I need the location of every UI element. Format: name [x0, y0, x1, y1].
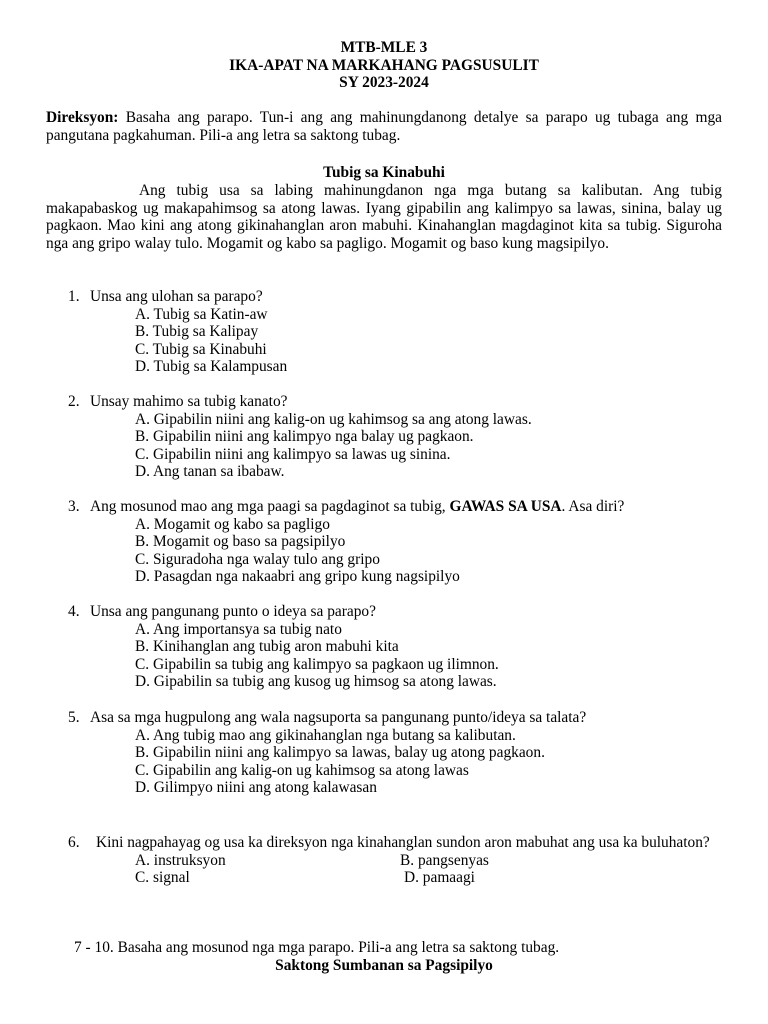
question-stem — [68, 603, 728, 621]
question-number: 3. — [68, 498, 80, 515]
options-row — [68, 869, 728, 887]
exam-title: IKA-APAT NA MARKAHANG PAGSUSULIT — [229, 56, 539, 74]
option-c[interactable]: C. Gipabilin niini ang kalimpyo sa lawas ug sinina. — [135, 445, 451, 463]
directions-label: Direksyon: — [46, 109, 119, 126]
option-d[interactable]: D. pamaagi — [404, 869, 475, 887]
question-text: Asa sa mga hugpulong ang wala nagsuporta sa pangunang punto/ideya sa talata? — [90, 709, 587, 726]
option-c[interactable]: C. Tubig sa Kinabuhi — [135, 340, 267, 358]
option-c[interactable]: C. Gipabilin ang kalig-on ug kahimsog sa atong lawas — [135, 761, 469, 779]
instruction-7-10: 7 - 10. Basaha ang mosunod nga mga parapo. Pili-a ang letra sa saktong tubag. — [74, 939, 560, 956]
question-number: 6. — [68, 834, 80, 851]
question-number: 5. — [68, 709, 80, 726]
school-year: SY 2023-2024 — [339, 74, 429, 92]
question-text: Unsa ang pangunang punto o ideya sa parapo? — [90, 603, 376, 620]
option-d[interactable]: D. Ang tanan sa ibabaw. — [135, 463, 285, 481]
passage — [46, 182, 722, 252]
question-text: Unsay mahimo sa tubig kanato? — [90, 393, 288, 410]
option-c[interactable]: C. signal — [135, 869, 190, 887]
question-number: 1. — [68, 288, 80, 305]
question-stem — [68, 709, 728, 727]
directions — [46, 109, 722, 144]
question-5 — [68, 709, 728, 797]
option-c[interactable]: C. Siguradoha nga walay tulo ang gripo — [135, 550, 380, 568]
question-stem — [68, 498, 728, 516]
question-6 — [68, 834, 728, 887]
question-stem — [68, 288, 728, 306]
option-d[interactable]: D. Gilimpyo niini ang atong kalawasan — [135, 779, 377, 797]
directions-text: Basaha ang parapo. Tun-i ang ang mahinungdanong detalye sa parapo ug tubaga ang mga pangutana pagkahuman. Pili-a ang letra sa saktong tubag. — [46, 109, 722, 144]
option-a[interactable]: A. Ang tubig mao ang gikinahanglan nga butang sa kalibutan. — [135, 726, 516, 744]
option-b[interactable]: B. Mogamit og baso sa pagsipilyo — [135, 533, 346, 551]
question-text-start: Ang mosunod mao ang mga paagi sa pagdaginot sa tubig, — [90, 498, 450, 515]
question-stem — [68, 834, 728, 852]
option-b[interactable]: B. Tubig sa Kalipay — [135, 323, 259, 341]
passage-title: Tubig sa Kinabuhi — [323, 164, 445, 181]
question-3 — [68, 498, 728, 586]
section-subtitle: Saktong Sumbanan sa Pagsipilyo — [275, 957, 493, 974]
question-1 — [68, 288, 728, 376]
exam-header — [0, 39, 768, 92]
option-a[interactable]: A. Mogamit og kabo sa pagligo — [135, 515, 330, 533]
question-text: Unsa ang ulohan sa parapo? — [90, 288, 263, 305]
option-d[interactable]: D. Pasagdan nga nakaabri ang gripo kung nagsipilyo — [135, 568, 460, 586]
question-4 — [68, 603, 728, 691]
options-row — [68, 852, 728, 870]
question-emphasis: GAWAS SA USA — [449, 498, 562, 515]
option-a[interactable]: A. Gipabilin niini ang kalig-on ug kahimsog sa ang atong lawas. — [135, 410, 532, 428]
option-a[interactable]: A. Tubig sa Katin-aw — [135, 305, 268, 323]
question-2 — [68, 393, 728, 481]
option-a[interactable]: A. instruksyon — [135, 851, 226, 869]
option-b[interactable]: B. Gipabilin niini ang kalimpyo sa lawas, balay ug atong pagkaon. — [135, 744, 545, 762]
subject-title: MTB-MLE 3 — [340, 39, 428, 56]
question-text-end: . Asa diri? — [561, 498, 625, 515]
question-number: 2. — [68, 393, 80, 410]
question-text — [90, 498, 624, 516]
option-d[interactable]: D. Tubig sa Kalampusan — [135, 358, 288, 376]
option-a[interactable]: A. Ang importansya sa tubig nato — [135, 620, 342, 638]
option-b[interactable]: B. Gipabilin niini ang kalimpyo nga balay ug pagkaon. — [135, 428, 474, 446]
question-stem — [68, 393, 728, 411]
option-c[interactable]: C. Gipabilin sa tubig ang kalimpyo sa pagkaon ug ilimnon. — [135, 655, 499, 673]
question-text: Kini nagpahayag og usa ka direksyon nga kinahanglan sundon aron mabuhat ang usa ka buluhaton? — [96, 834, 710, 851]
option-b[interactable]: B. Kinihanglan ang tubig aron mabuhi kita — [135, 638, 399, 656]
option-b[interactable]: B. pangsenyas — [400, 851, 489, 869]
passage-text: Ang tubig usa sa labing mahinungdanon nga mga butang sa kalibutan. Ang tubig makapabaskog ug makapahimsog sa atong lawas. Iyang gipabilin ang kalimpyo sa lawas, sinina, balay ug pagkaon. Mao kini ang atong gikinahanglan aron mabuhi. Kinahanglan magdaginot kita sa tubig. Siguroha nga ang gripo walay tulo. Mogamit og kabo sa pagligo. Mogamit og baso kung magsipilyo. — [46, 182, 722, 252]
option-d[interactable]: D. Gipabilin sa tubig ang kusog ug himsog sa atong lawas. — [135, 673, 497, 691]
question-number: 4. — [68, 603, 80, 620]
